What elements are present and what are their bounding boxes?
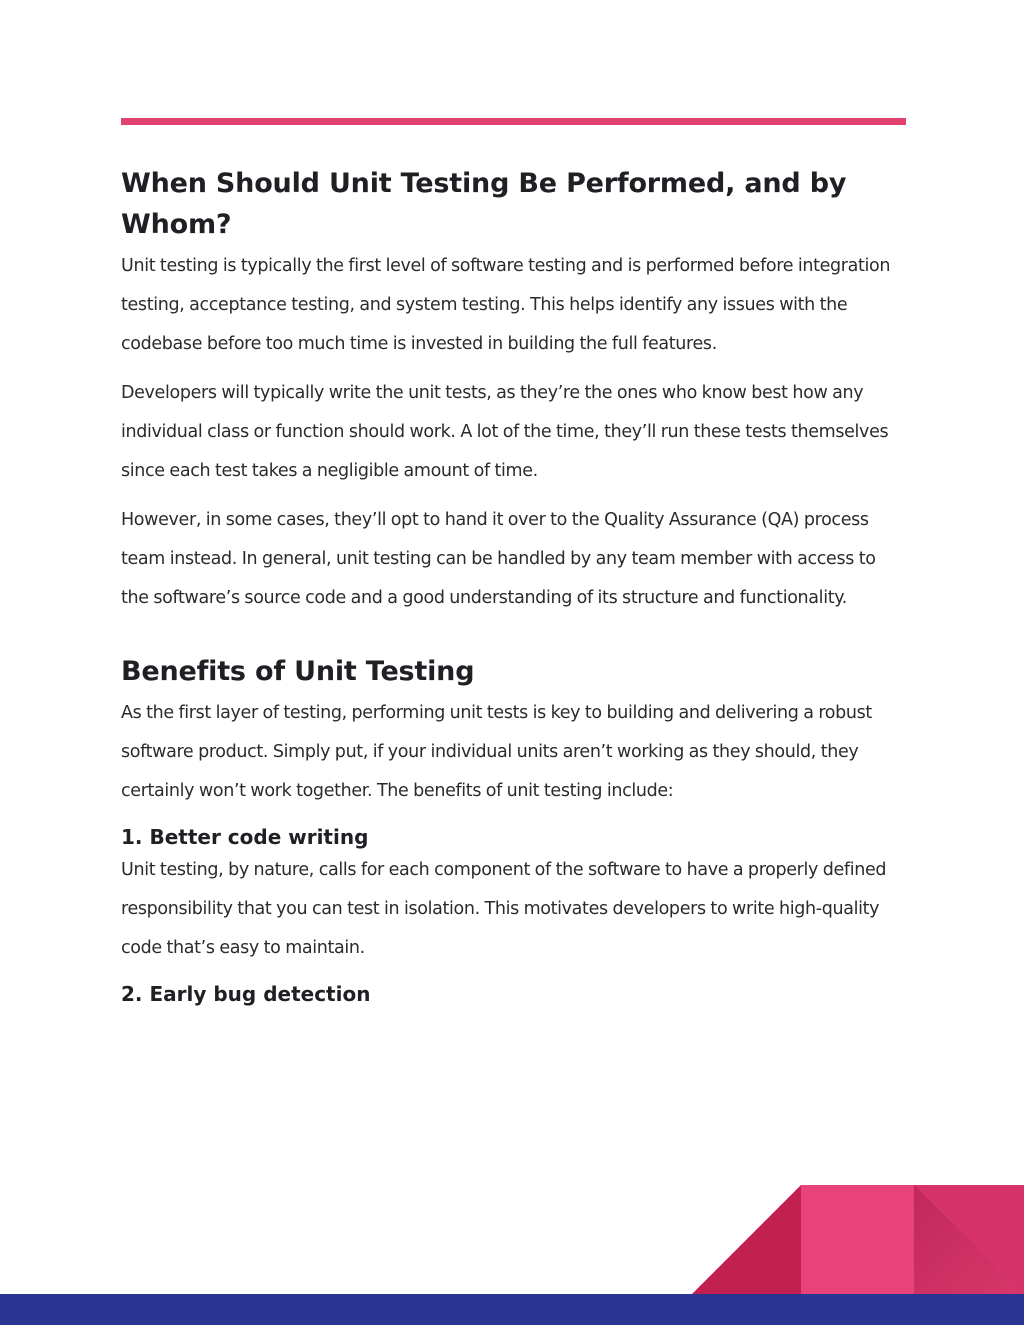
paragraph: However, in some cases, they’ll opt to hand it over to the Quality Assurance (QA) process team instead. In general, unit testing can be handled by any team member with access to the software’s source code and a good understanding of its structure and functionality. [121, 510, 876, 608]
paragraph: Developers will typically write the unit tests, as they’re the ones who know best how any individual class or function should work. A lot of the time, they’ll run these tests themselves since each test takes a negligible amount of time. [121, 383, 889, 481]
section-heading-benefits: Benefits of Unit Testing [121, 656, 475, 687]
footer-bar [0, 1294, 1024, 1325]
benefit-heading: 2. Early bug detection [121, 982, 371, 1006]
top-accent-rule [121, 118, 906, 125]
document-body [121, 163, 905, 1008]
paragraph: Unit testing is typically the first level of software testing and is performed before integration testing, acceptance testing, and system testing. This helps identify any issues with the codebase before too much time is invested in building the full features. [121, 256, 891, 354]
paragraph: Unit testing, by nature, calls for each component of the software to have a properly defined responsibility that you can test in isolation. This motivates developers to write high-quality code that’s easy to maintain. [121, 860, 887, 958]
section-heading-when-who: When Should Unit Testing Be Performed, and by Whom? [121, 168, 847, 240]
decorative-corner-shapes [692, 1185, 1024, 1294]
benefit-heading: 1. Better code writing [121, 825, 369, 849]
paragraph: As the first layer of testing, performing unit tests is key to building and delivering a robust software product. Simply put, if your individual units aren’t working as they should, they certainly won’t work together. The benefits of unit testing include: [121, 703, 872, 801]
